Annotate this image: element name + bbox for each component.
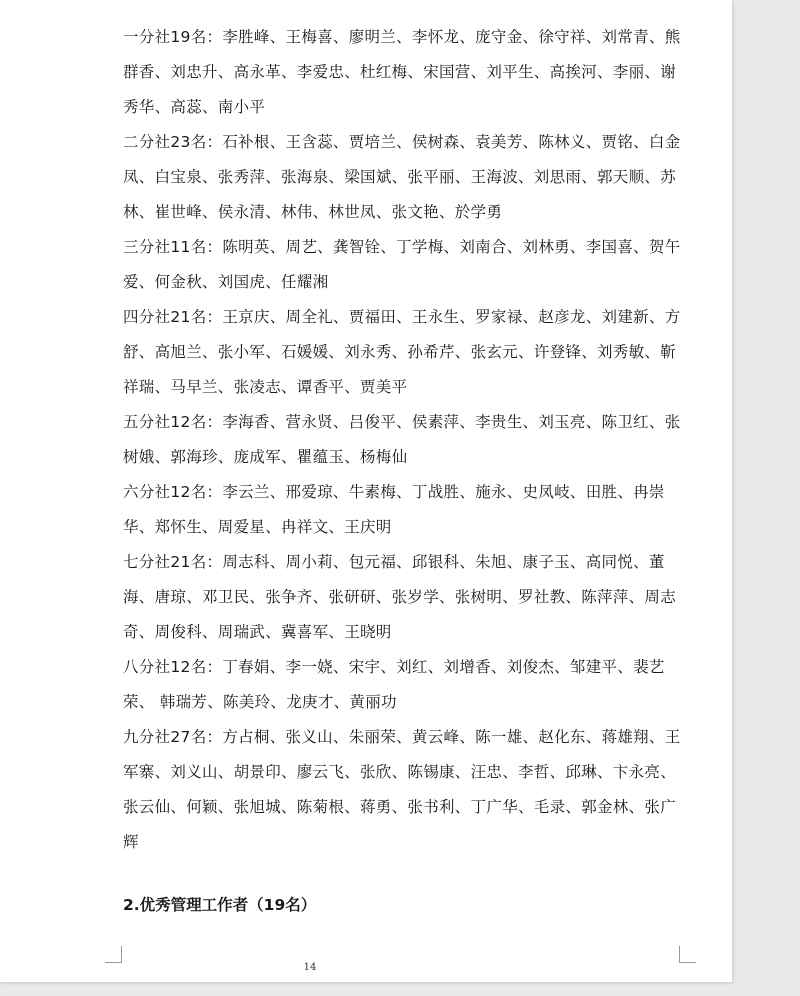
document-body [123, 20, 683, 860]
branch-8-paragraph: 八分社12名：丁春娟、李一娆、宋宇、刘红、刘增香、刘俊杰、邹建平、裴艺荣、 韩瑞芳、陈美玲、龙庚才、黄丽功 [123, 658, 665, 711]
branch-2-paragraph: 二分社23名：石补根、王含蕊、贾培兰、侯树森、袁美芳、陈林义、贾铭、白金凤、白宝泉、张秀萍、张海泉、梁国斌、张平丽、王海波、刘思雨、郭天顺、苏林、崔世峰、侯永清、林伟、林世凤、张文艳、於学勇 [123, 133, 681, 221]
branch-5-paragraph: 五分社12名：李海香、营永贤、吕俊平、侯素萍、李贵生、刘玉亮、陈卫红、张树娥、郭海珍、庞成军、瞿蕴玉、杨梅仙 [123, 413, 681, 466]
section-heading: 2.优秀管理工作者（19名） [123, 896, 317, 914]
page-margin-corner-left [105, 946, 122, 963]
branch-6-paragraph: 六分社12名：李云兰、邢爱琼、牛素梅、丁战胜、施永、史凤岐、田胜、冉崇华、郑怀生、周爱星、冉祥文、王庆明 [123, 483, 665, 536]
page-number: 14 [303, 962, 317, 973]
branch-9-paragraph: 九分社27名：方占桐、张义山、朱丽荣、黄云峰、陈一雄、赵化东、蒋雄翔、王军寨、刘义山、胡景印、廖云飞、张欣、陈锡康、汪忠、李哲、邱琳、卞永亮、张云仙、何颖、张旭城、陈菊根、蒋勇、张书利、丁广华、毛录、郭金林、张广辉 [123, 728, 681, 851]
branch-1-paragraph: 一分社19名：李胜峰、王梅喜、廖明兰、李怀龙、庞守金、徐守祥、刘常青、熊群香、刘忠升、高永革、李爱忠、杜红梅、宋国营、刘平生、高挨河、李丽、谢秀华、高蕊、南小平 [123, 28, 681, 116]
branch-7-paragraph: 七分社21名：周志科、周小莉、包元福、邱银科、朱旭、康子玉、高同悦、董海、唐琼、邓卫民、张争齐、张研研、张岁学、张树明、罗社教、陈萍萍、周志奇、周俊科、周瑞武、冀喜军、王晓明 [123, 553, 677, 641]
page-margin-corner-right [679, 946, 696, 963]
branch-4-paragraph: 四分社21名：王京庆、周全礼、贾福田、王永生、罗家禄、赵彦龙、刘建新、方舒、高旭兰、张小军、石媛媛、刘永秀、孙希芹、张玄元、许登锋、刘秀敏、靳祥瑞、马早兰、张凌志、谭香平、贾美平 [123, 308, 681, 396]
branch-3-paragraph: 三分社11名：陈明英、周艺、龚智铨、丁学梅、刘南合、刘林勇、李国喜、贺午爱、何金秋、刘国虎、任耀湘 [123, 238, 681, 291]
